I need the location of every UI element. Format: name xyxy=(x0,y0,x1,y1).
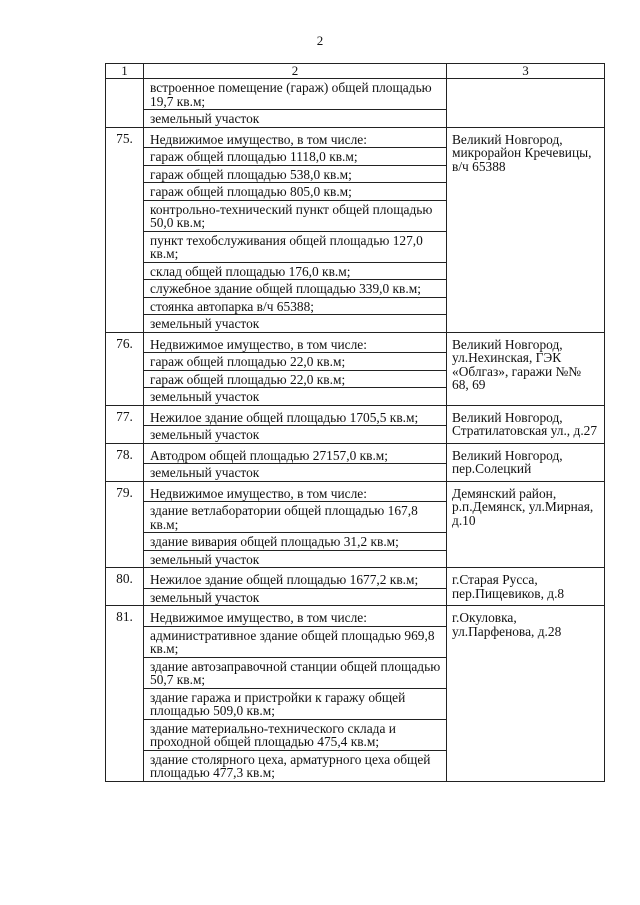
property-item: Автодром общей площадью 27157,0 кв.м; xyxy=(144,444,446,465)
property-description-cell xyxy=(144,127,447,332)
table-row xyxy=(106,405,605,443)
property-item: административное здание общей площадью 969,8 кв.м; xyxy=(144,627,446,658)
property-item: земельный участок xyxy=(150,551,260,567)
row-number: 75. xyxy=(106,127,144,332)
property-item: гараж общей площадью 538,0 кв.м; xyxy=(144,166,446,184)
property-description-cell xyxy=(144,481,447,568)
table-row xyxy=(106,79,605,128)
property-location: г.Старая Русса, пер.Пищевиков, д.8 xyxy=(447,568,605,606)
table-row xyxy=(106,568,605,606)
table-row xyxy=(106,481,605,568)
property-item: склад общей площадью 176,0 кв.м; xyxy=(144,263,446,281)
property-item: Недвижимое имущество, в том числе: xyxy=(144,482,446,503)
property-description-cell xyxy=(144,332,447,405)
row-number xyxy=(106,79,144,128)
property-description-cell xyxy=(144,568,447,606)
row-number: 80. xyxy=(106,568,144,606)
property-item: встроенное помещение (гараж) общей площадью 19,7 кв.м; xyxy=(144,79,446,110)
property-description-cell xyxy=(144,606,447,782)
table-row xyxy=(106,127,605,332)
property-item: гараж общей площадью 22,0 кв.м; xyxy=(144,353,446,371)
property-item: пункт техобслуживания общей площадью 127,0 кв.м; xyxy=(144,232,446,263)
property-item: здание вивария общей площадью 31,2 кв.м; xyxy=(144,533,446,551)
property-item: гараж общей площадью 22,0 кв.м; xyxy=(144,371,446,389)
property-item: здание столярного цеха, арматурного цеха общей площадью 477,3 кв.м; xyxy=(150,751,431,780)
property-location: Великий Новгород, Стратилатовская ул., д.27 xyxy=(447,405,605,443)
table-row xyxy=(106,332,605,405)
property-item: земельный участок xyxy=(150,427,260,442)
property-description-cell xyxy=(144,443,447,481)
row-number: 76. xyxy=(106,332,144,405)
property-item: земельный участок xyxy=(150,589,260,605)
property-location: г.Окуловка, ул.Парфенова, д.28 xyxy=(447,606,605,782)
property-location: Великий Новгород, микрорайон Кречевицы, в/ч 65388 xyxy=(447,127,605,332)
property-table xyxy=(105,63,605,782)
property-item: служебное здание общей площадью 339,0 кв.м; xyxy=(144,280,446,298)
property-item: стоянка автопарка в/ч 65388; xyxy=(144,298,446,316)
property-item: земельный участок xyxy=(150,465,260,480)
property-item: здание ветлаборатории общей площадью 167,8 кв.м; xyxy=(144,502,446,533)
property-item: земельный участок xyxy=(150,389,260,404)
property-item: контрольно-технический пункт общей площадью 50,0 кв.м; xyxy=(144,201,446,232)
property-location xyxy=(447,79,605,128)
property-location: Великий Новгород, пер.Солецкий xyxy=(447,443,605,481)
row-number: 78. xyxy=(106,443,144,481)
page-number: 2 xyxy=(316,33,324,48)
property-location: Демянский район, р.п.Демянск, ул.Мирная, д.10 xyxy=(447,481,605,568)
property-description-cell xyxy=(144,79,447,128)
header-col-3: 3 xyxy=(447,64,605,79)
row-number: 79. xyxy=(106,481,144,568)
property-item: Недвижимое имущество, в том числе: xyxy=(144,333,446,354)
property-item: земельный участок xyxy=(150,316,260,331)
property-description-cell xyxy=(144,405,447,443)
property-item: гараж общей площадью 805,0 кв.м; xyxy=(144,183,446,201)
row-number: 81. xyxy=(106,606,144,782)
property-item: здание автозаправочной станции общей площадью 50,7 кв.м; xyxy=(144,658,446,689)
row-number: 77. xyxy=(106,405,144,443)
property-item: Недвижимое имущество, в том числе: xyxy=(144,128,446,149)
property-location: Великий Новгород, ул.Нехинская, ГЭК «Облгаз», гаражи №№ 68, 69 xyxy=(447,332,605,405)
property-item: гараж общей площадью 1118,0 кв.м; xyxy=(144,148,446,166)
property-item: Недвижимое имущество, в том числе: xyxy=(144,606,446,627)
property-item: здание гаража и пристройки к гаражу общей площадью 509,0 кв.м; xyxy=(144,689,446,720)
header-col-1: 1 xyxy=(106,64,144,79)
property-item: Нежилое здание общей площадью 1677,2 кв.м; xyxy=(144,568,446,589)
header-col-2: 2 xyxy=(144,64,447,79)
property-item: Нежилое здание общей площадью 1705,5 кв.м; xyxy=(144,406,446,427)
table-row xyxy=(106,443,605,481)
property-item: здание материально-технического склада и проходной общей площадью 475,4 кв.м; xyxy=(144,720,446,751)
property-item: земельный участок xyxy=(150,111,260,126)
table-row xyxy=(106,606,605,782)
table-header-row xyxy=(106,64,605,79)
